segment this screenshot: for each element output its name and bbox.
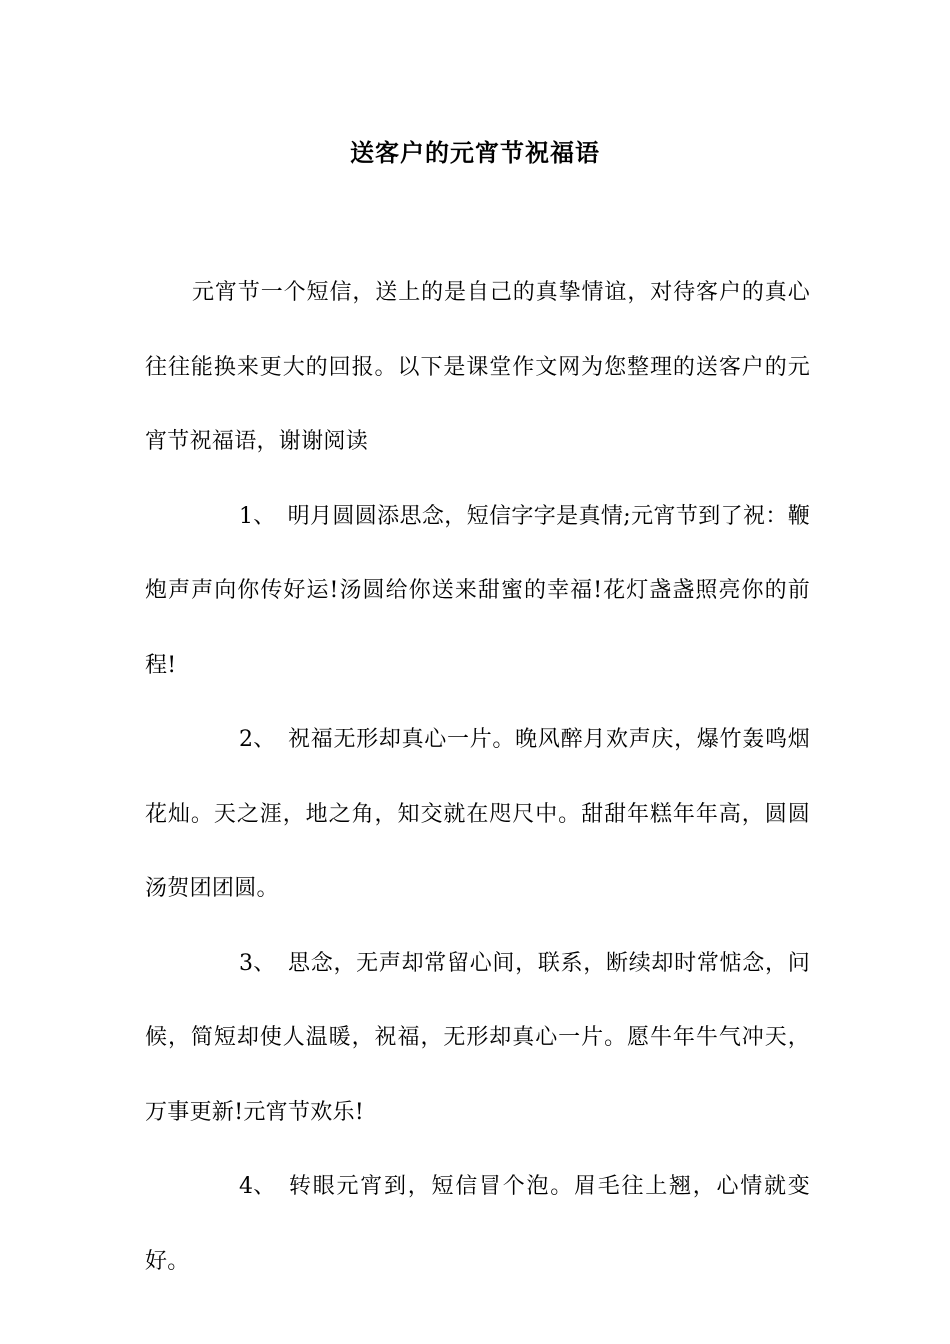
- item-number: 4、: [239, 1174, 276, 1199]
- list-item: [145, 480, 810, 704]
- item-text: 思念，无声却常留心间，联系，断续却时常惦念，问候，简短却使人温暖，祝福，无形却真心一片。愿牛年牛气冲天，万事更新!元宵节欢乐!: [145, 950, 810, 1125]
- item-text: 明月圆圆添思念，短信字字是真情;元宵节到了祝：鞭炮声声向你传好运!汤圆给你送来甜蜜的幸福!花灯盏盏照亮你的前程!: [145, 503, 810, 678]
- intro-paragraph: 元宵节一个短信，送上的是自己的真挚情谊，对待客户的真心往往能换来更大的回报。以下是课堂作文网为您整理的送客户的元宵节祝福语，谢谢阅读: [145, 280, 810, 454]
- document-body: [145, 256, 810, 1299]
- item-text: 祝福无形却真心一片。晚风醉月欢声庆，爆竹轰鸣烟花灿。天之涯，地之角，知交就在咫尺中。甜甜年糕年年高，圆圆汤贺团团圆。: [145, 727, 810, 901]
- list-item: [145, 703, 810, 927]
- item-text: 转眼元宵到，短信冒个泡。眉毛往上翘，心情就变好。: [145, 1174, 810, 1274]
- item-number: 1、: [239, 503, 276, 529]
- item-number: 2、: [239, 727, 276, 752]
- list-item: [145, 1150, 810, 1299]
- document-title: 送客户的元宵节祝福语: [350, 138, 600, 167]
- list-item: [145, 927, 810, 1151]
- item-number: 3、: [239, 950, 276, 976]
